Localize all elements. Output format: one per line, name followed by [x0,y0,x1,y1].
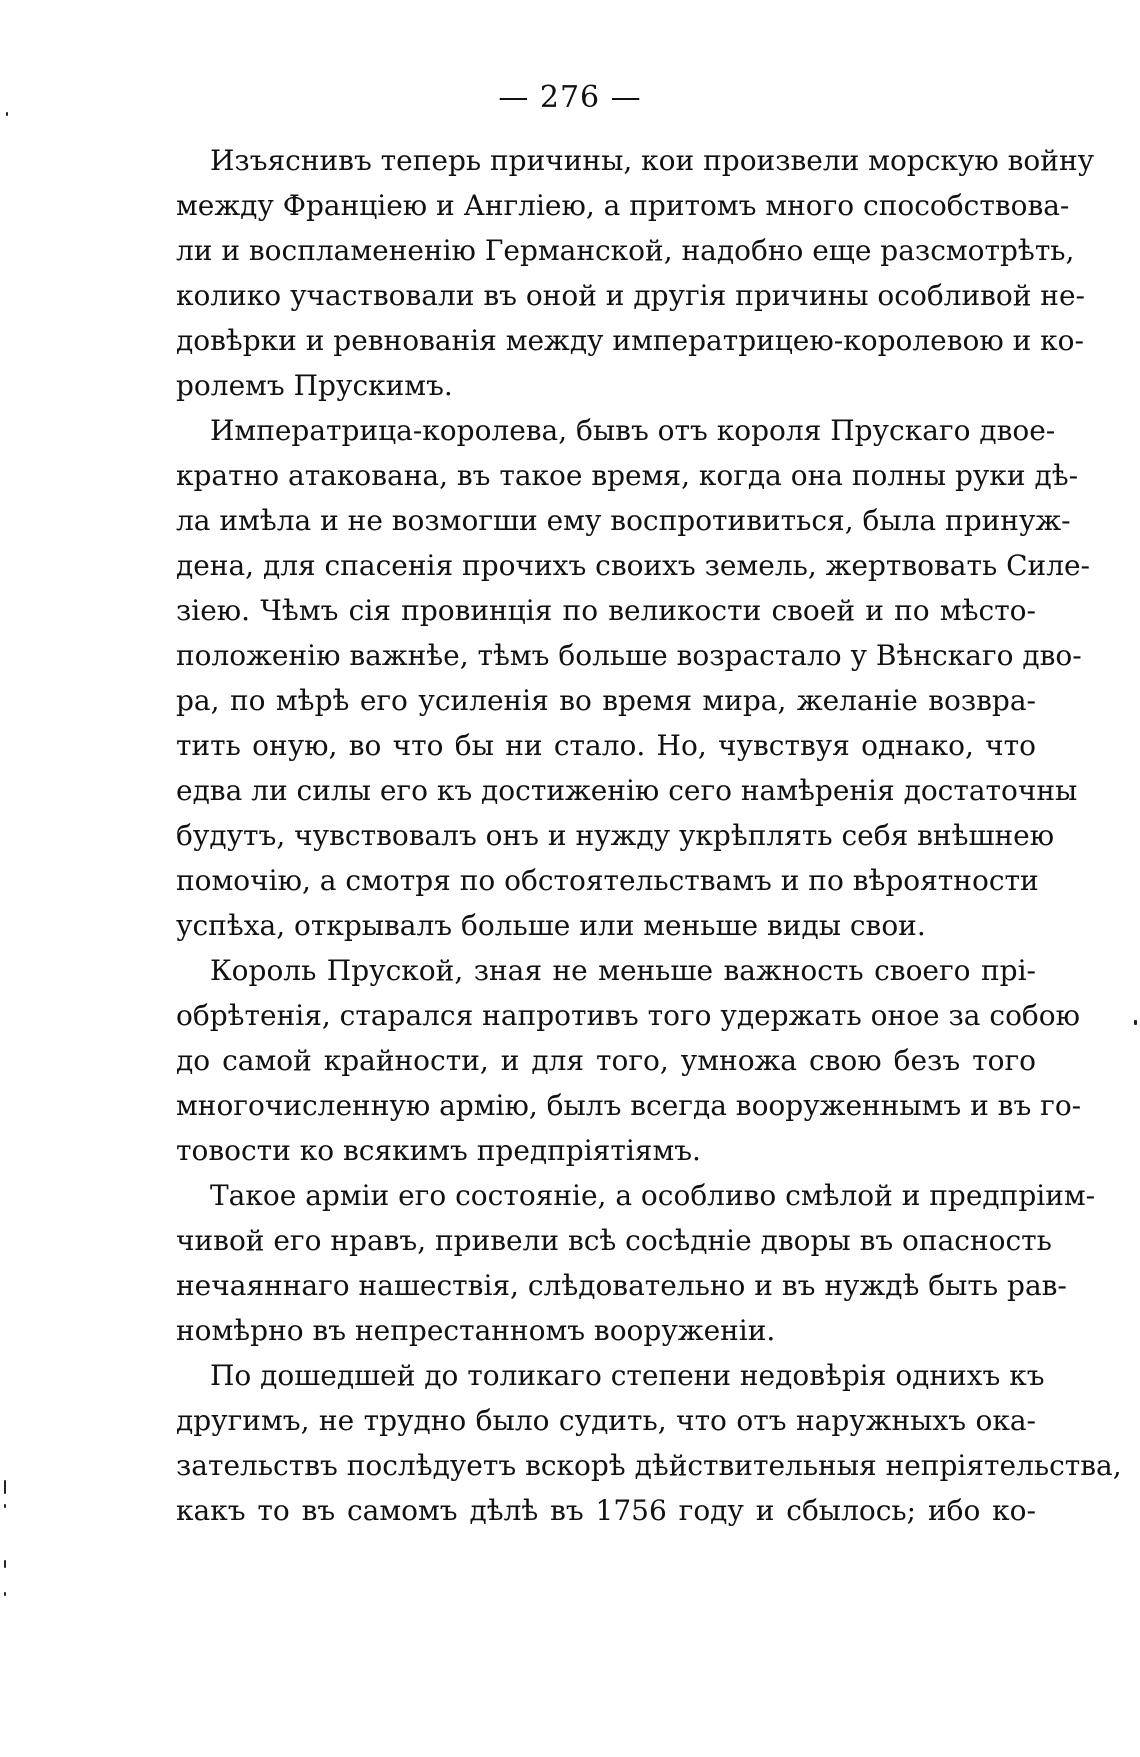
text-line: нечаяннаго нашествія, слѣдовательно и въ нуждѣ быть рав- [176,1269,1067,1302]
text-line: другимъ, не трудно было судить, что отъ наружныхъ ока- [176,1404,1036,1437]
text-line: номѣрно въ непрестанномъ вооруженіи. [176,1314,776,1347]
text-line: многочисленную армію, былъ всегда вооруженнымъ и въ го- [176,1089,1082,1122]
text-line: зіею. Чѣмъ сія провинція по великости своей и по мѣсто- [176,594,1036,627]
text-line: ролемъ Прускимъ. [176,369,453,402]
text-line: ра, по мѣрѣ его усиленія во время мира, желаніе возвра- [176,684,1036,717]
text-line: обрѣтенія, старался напротивъ того удержать оное за собою [176,999,1081,1032]
text-line: положенію важнѣе, тѣмъ больше возрастало у Вѣнскаго дво- [176,639,1082,672]
text-line: довѣрки и ревнованія между императрицею-королевою и ко- [176,324,1084,357]
text-line: Императрица-королева, бывъ отъ короля Прускаго двое- [210,414,1056,447]
text-line: чивой его нравъ, привели всѣ сосѣдніе дворы въ опасность [176,1224,1052,1257]
text-line: Изъяснивъ теперь причины, кои произвели морскую войну [210,144,1095,177]
text-line: будутъ, чувствовалъ онъ и нужду укрѣплять себя внѣшнею [176,819,1055,852]
text-line: тить оную, во что бы ни стало. Но, чувствуя однако, что [176,729,1036,762]
scan-speck [4,1504,6,1508]
text-line: Король Пруской, зная не меньше важность своего прі- [210,954,1036,987]
text-line: до самой крайности, и для того, умножа свою безъ того [176,1044,1036,1077]
text-line: едва ли силы его къ достиженію сего намѣренія достаточны [176,774,1078,807]
text-line: дена, для спасенія прочихъ своихъ земель, жертвовать Силе- [176,549,1091,582]
text-line: кратно атакована, въ такое время, когда она полны руки дѣ- [176,459,1079,492]
scan-speck [4,1560,6,1568]
text-line: колико участвовали въ оной и другія причины особливой не- [176,279,1086,312]
scan-speck [4,1592,6,1596]
scan-speck [1134,1020,1137,1025]
scan-speck [4,1480,6,1494]
scan-speck [6,112,8,116]
text-line: товости ко всякимъ предпріятіямъ. [176,1134,701,1167]
text-line: какъ то въ самомъ дѣлѣ въ 1756 году и сбылось; ибо ко- [176,1494,1036,1527]
text-line: По дошедшей до толикаго степени недовѣрія однихъ къ [210,1359,1045,1392]
text-line: зательствъ послѣдуетъ вскорѣ дѣйствительныя непріятельства, [176,1449,1122,1482]
body-text [176,138,1122,1533]
page-number: — 276 — [498,80,642,115]
text-line: ла имѣла и не возмогши ему воспротивиться, была принуж- [176,504,1071,537]
text-line: помочію, а смотря по обстоятельствамъ и по вѣроятности [176,864,1039,897]
text-line: ли и воспламененію Германской, надобно еще разсмотрѣть, [176,234,1075,267]
text-line: Такое арміи его состояніе, а особливо смѣлой и предпріим- [210,1179,1096,1212]
text-line: между Франціею и Англіею, а притомъ много способствова- [176,189,1070,222]
text-line: успѣха, открывалъ больше или меньше виды свои. [176,909,926,942]
